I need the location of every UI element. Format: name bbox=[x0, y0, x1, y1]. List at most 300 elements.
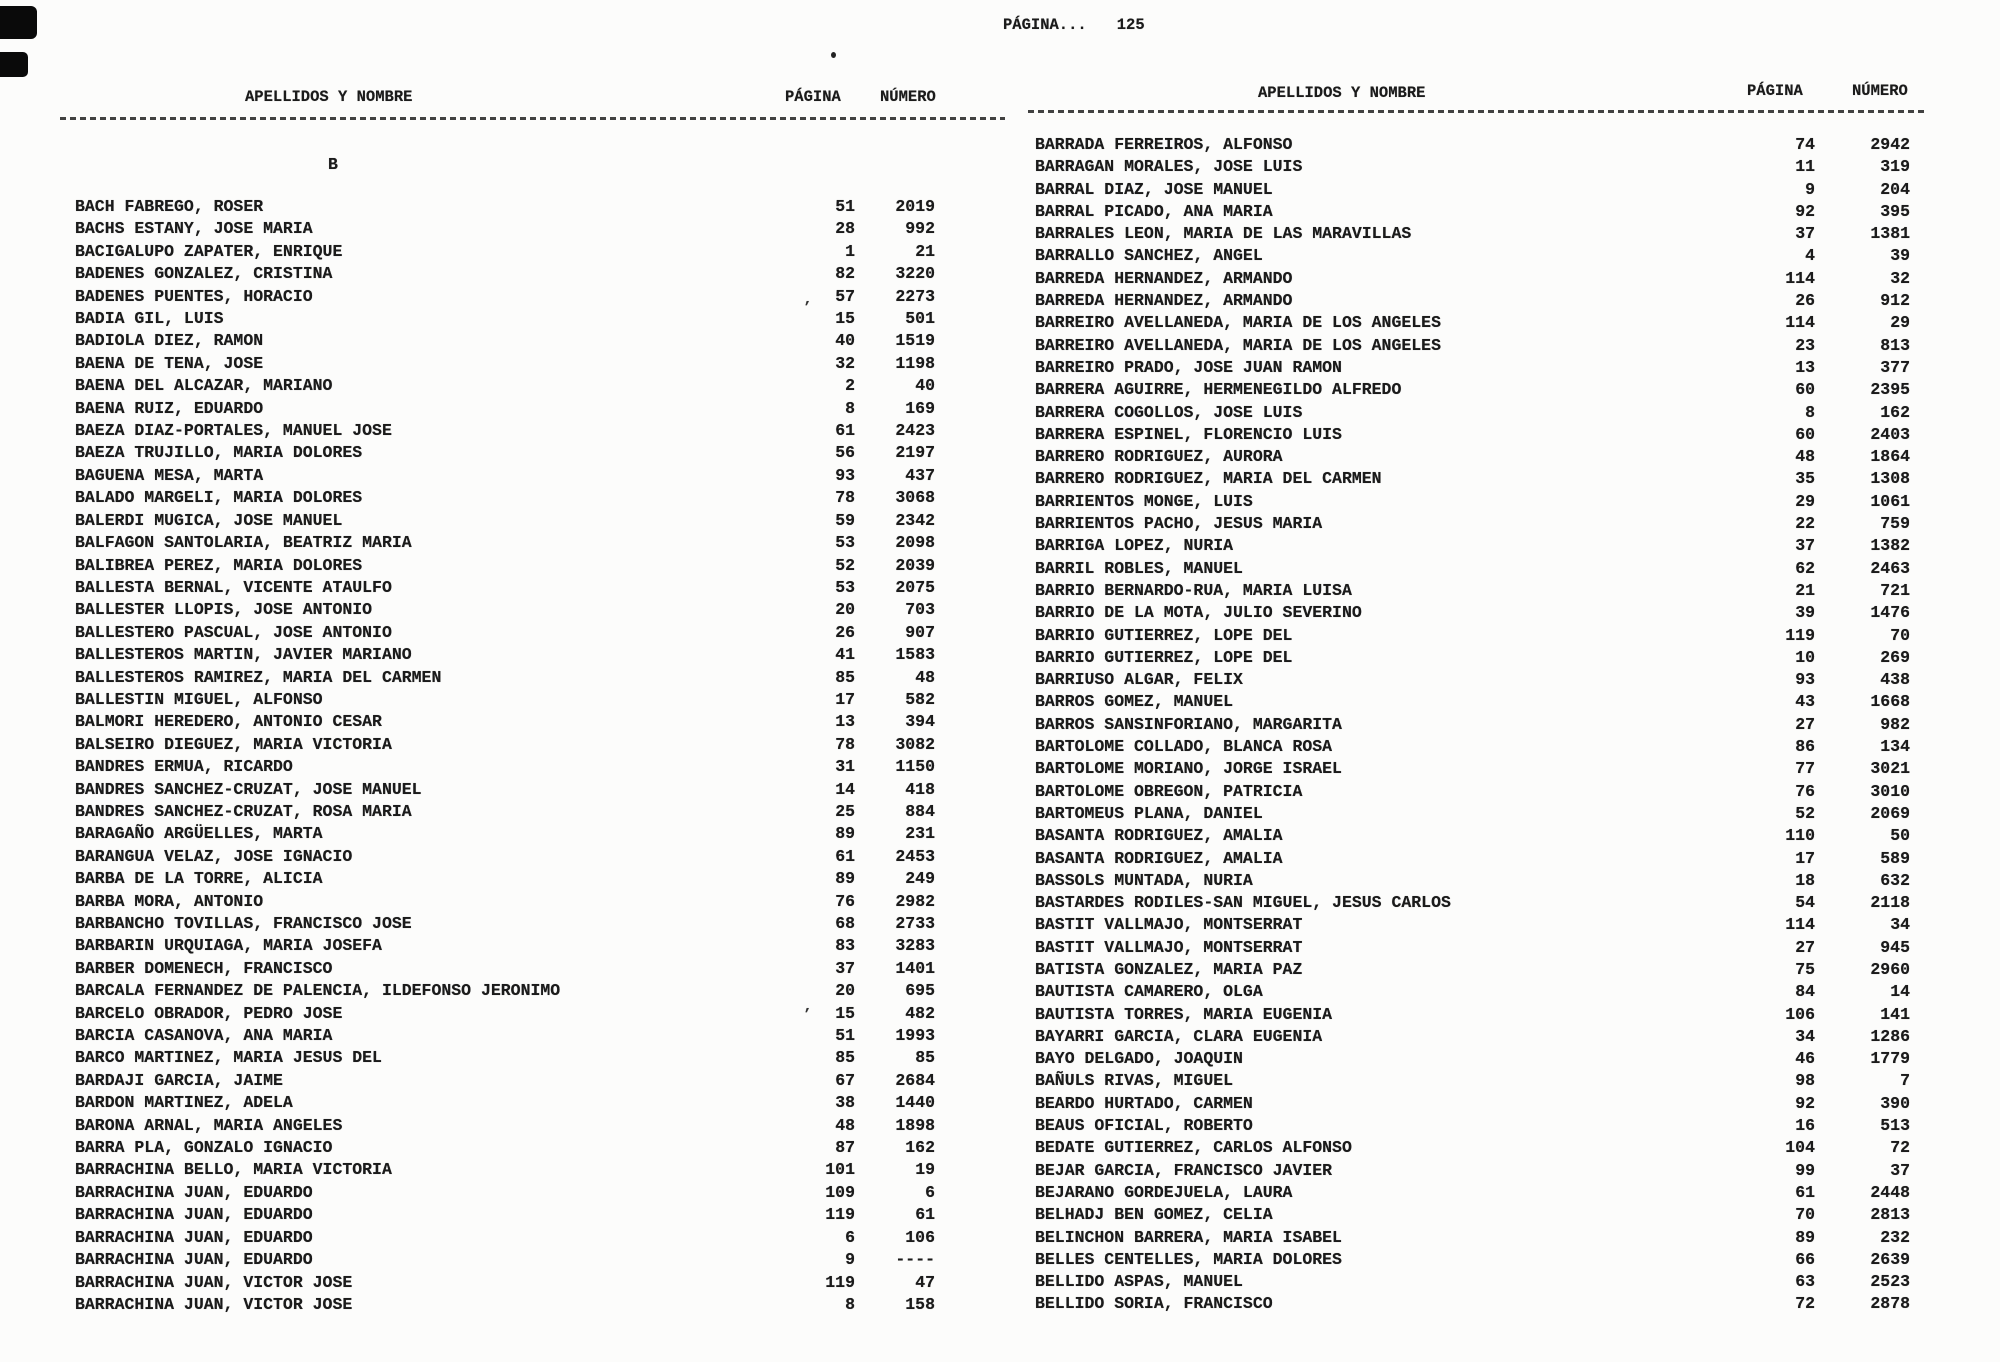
entry-name: BALLESTER LLOPIS, JOSE ANTONIO bbox=[75, 600, 373, 620]
entry-page: 39 bbox=[1795, 603, 1815, 623]
scan-artifact-tick: ’ bbox=[803, 1007, 812, 1023]
entry-name: BARRIL ROBLES, MANUEL bbox=[1035, 558, 1243, 578]
entry-page: 56 bbox=[835, 443, 855, 463]
index-row bbox=[1035, 268, 1910, 290]
entry-number: 2118 bbox=[1870, 893, 1910, 913]
index-row bbox=[1035, 1093, 1910, 1115]
entry-page: 78 bbox=[835, 734, 855, 754]
entry-number: 2813 bbox=[1870, 1205, 1910, 1225]
entry-page: 61 bbox=[835, 846, 855, 866]
entry-name: BARROS SANSINFORIANO, MARGARITA bbox=[1035, 714, 1342, 734]
entry-number: 1898 bbox=[895, 1115, 935, 1135]
entry-page: 66 bbox=[1795, 1249, 1815, 1269]
entry-name: BARRIO DE LA MOTA, JULIO SEVERINO bbox=[1035, 603, 1362, 623]
index-row bbox=[75, 196, 935, 218]
entry-name: BARRIENTOS MONGE, LUIS bbox=[1035, 491, 1253, 511]
entry-name: BARBANCHO TOVILLAS, FRANCISCO JOSE bbox=[75, 914, 412, 933]
index-row bbox=[75, 465, 935, 487]
entry-number: 39 bbox=[1890, 246, 1910, 266]
entry-name: BASTIT VALLMAJO, MONTSERRAT bbox=[1035, 937, 1303, 957]
entry-name: BELINCHON BARRERA, MARIA ISABEL bbox=[1035, 1227, 1342, 1247]
entry-number: 158 bbox=[905, 1294, 935, 1314]
entry-page: 11 bbox=[1795, 157, 1815, 177]
entry-page: 22 bbox=[1795, 514, 1815, 534]
scan-artifact-speck bbox=[831, 52, 836, 58]
entry-number: 2448 bbox=[1870, 1182, 1910, 1202]
entry-number: 377 bbox=[1880, 357, 1910, 377]
entry-name: BARRAGAN MORALES, JOSE LUIS bbox=[1035, 157, 1303, 177]
entry-name: BARRACHINA JUAN, VICTOR JOSE bbox=[75, 1272, 353, 1292]
entry-name: BAEZA TRUJILLO, MARIA DOLORES bbox=[75, 443, 363, 463]
index-row bbox=[75, 487, 935, 509]
entry-page: 106 bbox=[1785, 1004, 1815, 1024]
entry-page: 37 bbox=[1795, 224, 1815, 244]
entry-name: BARRIUSO ALGAR, FELIX bbox=[1035, 670, 1243, 690]
entry-page: 78 bbox=[835, 488, 855, 508]
entry-number: 2039 bbox=[895, 555, 935, 575]
index-row bbox=[75, 1092, 935, 1114]
index-row bbox=[75, 241, 935, 263]
scan-artifact-blob bbox=[0, 52, 28, 77]
entry-page: 92 bbox=[1795, 1093, 1815, 1113]
index-row bbox=[1035, 669, 1910, 691]
entry-page: 20 bbox=[835, 600, 855, 620]
entry-number: 319 bbox=[1880, 157, 1910, 177]
right-page-column-header: PÁGINA bbox=[1747, 82, 1803, 100]
entry-name: BALLESTERO PASCUAL, JOSE ANTONIO bbox=[75, 622, 392, 642]
entry-page: 13 bbox=[1795, 357, 1815, 377]
left-number-column-header: NÚMERO bbox=[880, 88, 936, 106]
entry-page: 9 bbox=[1805, 179, 1815, 199]
entry-number: 589 bbox=[1880, 848, 1910, 868]
entry-name: BARRIENTOS PACHO, JESUS MARIA bbox=[1035, 514, 1323, 534]
entry-name: BARRERA COGOLLOS, JOSE LUIS bbox=[1035, 402, 1303, 422]
entry-name: BAÑULS RIVAS, MIGUEL bbox=[1035, 1071, 1234, 1091]
entry-page: 40 bbox=[835, 331, 855, 351]
entry-name: BACIGALUPO ZAPATER, ENRIQUE bbox=[75, 241, 343, 261]
entry-name: BALLESTIN MIGUEL, ALFONSO bbox=[75, 689, 323, 709]
entry-number: 2197 bbox=[895, 443, 935, 463]
entry-number: 2639 bbox=[1870, 1249, 1910, 1269]
entry-page: 34 bbox=[1795, 1026, 1815, 1046]
entry-number: 2960 bbox=[1870, 959, 1910, 979]
index-row bbox=[75, 1204, 935, 1226]
entry-page: 38 bbox=[835, 1093, 855, 1113]
entry-number: 2273 bbox=[895, 286, 935, 306]
entry-page: 86 bbox=[1795, 737, 1815, 757]
entry-page: 61 bbox=[835, 421, 855, 441]
entry-number: 6 bbox=[925, 1182, 935, 1202]
entry-page: 75 bbox=[1795, 959, 1815, 979]
index-row bbox=[75, 510, 935, 532]
index-row bbox=[1035, 914, 1910, 936]
entry-page: 21 bbox=[1795, 580, 1815, 600]
entry-page: 46 bbox=[1795, 1049, 1815, 1069]
entry-page: 51 bbox=[835, 1026, 855, 1046]
scan-artifact-tick: ’ bbox=[803, 300, 812, 316]
index-row bbox=[75, 622, 935, 644]
entry-page: 61 bbox=[1795, 1182, 1815, 1202]
entry-number: 40 bbox=[915, 376, 935, 396]
entry-number: 1583 bbox=[895, 645, 935, 665]
entry-page: 92 bbox=[1795, 201, 1815, 221]
entry-number: 21 bbox=[915, 241, 935, 261]
entry-name: BARTOLOME COLLADO, BLANCA ROSA bbox=[1035, 737, 1333, 757]
entry-page: 52 bbox=[835, 555, 855, 575]
entry-name: BAYO DELGADO, JOAQUIN bbox=[1035, 1049, 1243, 1069]
entry-name: BEARDO HURTADO, CARMEN bbox=[1035, 1093, 1253, 1113]
entry-name: BARRACHINA JUAN, EDUARDO bbox=[75, 1250, 313, 1270]
entry-page: 2 bbox=[845, 376, 855, 396]
entry-number: 269 bbox=[1880, 647, 1910, 667]
page-number-value: 125 bbox=[1116, 16, 1145, 34]
index-row bbox=[1035, 424, 1910, 446]
index-row bbox=[75, 779, 935, 801]
entry-page: 89 bbox=[835, 824, 855, 844]
index-row bbox=[75, 823, 935, 845]
index-row bbox=[75, 1249, 935, 1271]
index-row bbox=[1035, 1182, 1910, 1204]
entry-name: BALLESTEROS RAMIREZ, MARIA DEL CARMEN bbox=[75, 667, 442, 687]
entry-page: 89 bbox=[1795, 1227, 1815, 1247]
entry-page: 54 bbox=[1795, 893, 1815, 913]
index-row bbox=[75, 1047, 935, 1069]
index-row bbox=[1035, 468, 1910, 490]
entry-page: 53 bbox=[835, 577, 855, 597]
entry-page: 114 bbox=[1785, 313, 1815, 333]
entry-name: BARANGUA VELAZ, JOSE IGNACIO bbox=[75, 846, 353, 866]
index-row bbox=[1035, 803, 1910, 825]
entry-number: 982 bbox=[1880, 714, 1910, 734]
entry-name: BALADO MARGELI, MARIA DOLORES bbox=[75, 488, 363, 508]
entry-page: 68 bbox=[835, 914, 855, 933]
entry-number: 232 bbox=[1880, 1227, 1910, 1247]
entry-page: 17 bbox=[1795, 848, 1815, 868]
scan-artifact-blob bbox=[0, 6, 37, 39]
entry-name: BARRACHINA JUAN, EDUARDO bbox=[75, 1205, 313, 1225]
entry-page: 14 bbox=[835, 779, 855, 799]
entry-number: 582 bbox=[905, 689, 935, 709]
entry-page: 63 bbox=[1795, 1272, 1815, 1292]
right-number-column-header: NÚMERO bbox=[1852, 82, 1908, 100]
entry-number: 1308 bbox=[1870, 469, 1910, 489]
index-row bbox=[75, 734, 935, 756]
entry-page: 119 bbox=[825, 1205, 855, 1225]
entry-name: BASTIT VALLMAJO, MONTSERRAT bbox=[1035, 915, 1303, 935]
index-row bbox=[1035, 1070, 1910, 1092]
index-row bbox=[75, 577, 935, 599]
entry-number: 14 bbox=[1890, 982, 1910, 1002]
left-index-column bbox=[75, 196, 935, 1316]
right-name-column-header: APELLIDOS Y NOMBRE bbox=[1258, 84, 1426, 102]
index-row bbox=[75, 644, 935, 666]
entry-page: 93 bbox=[1795, 670, 1815, 690]
entry-number: 106 bbox=[905, 1227, 935, 1247]
index-row bbox=[1035, 892, 1910, 914]
entry-number: 945 bbox=[1880, 937, 1910, 957]
entry-number: 1864 bbox=[1870, 447, 1910, 467]
index-row bbox=[1035, 312, 1910, 334]
entry-number: 395 bbox=[1880, 201, 1910, 221]
index-row bbox=[1035, 1293, 1910, 1315]
entry-number: 2098 bbox=[895, 533, 935, 553]
entry-name: BARRERA ESPINEL, FLORENCIO LUIS bbox=[1035, 424, 1342, 444]
entry-name: BARRERO RODRIGUEZ, AURORA bbox=[1035, 447, 1283, 467]
entry-name: BARTOMEUS PLANA, DANIEL bbox=[1035, 803, 1263, 823]
entry-page: 48 bbox=[1795, 447, 1815, 467]
entry-number: 437 bbox=[905, 465, 935, 485]
index-row bbox=[75, 935, 935, 957]
entry-page: 15 bbox=[835, 1003, 855, 1023]
entry-name: BARRIO BERNARDO-RUA, MARIA LUISA bbox=[1035, 580, 1352, 600]
entry-name: BAGUENA MESA, MARTA bbox=[75, 465, 264, 485]
index-row bbox=[1035, 580, 1910, 602]
entry-page: 114 bbox=[1785, 268, 1815, 288]
entry-number: 72 bbox=[1890, 1138, 1910, 1158]
entry-number: 2395 bbox=[1870, 380, 1910, 400]
index-row bbox=[1035, 179, 1910, 201]
entry-name: BARRACHINA BELLO, MARIA VICTORIA bbox=[75, 1160, 392, 1180]
entry-page: 27 bbox=[1795, 937, 1815, 957]
entry-number: 3082 bbox=[895, 734, 935, 754]
index-row bbox=[1035, 1227, 1910, 1249]
right-column-separator bbox=[1028, 110, 1925, 113]
entry-number: 3010 bbox=[1870, 781, 1910, 801]
entry-number: 1668 bbox=[1870, 692, 1910, 712]
entry-name: BASANTA RODRIGUEZ, AMALIA bbox=[1035, 826, 1283, 846]
entry-number: 48 bbox=[915, 667, 935, 687]
entry-name: BARRAL DIAZ, JOSE MANUEL bbox=[1035, 179, 1273, 199]
entry-name: BASANTA RODRIGUEZ, AMALIA bbox=[1035, 848, 1283, 868]
index-row bbox=[1035, 1137, 1910, 1159]
entry-number: 7 bbox=[1900, 1071, 1910, 1091]
index-row bbox=[75, 375, 935, 397]
entry-number: 2019 bbox=[895, 197, 935, 216]
index-row bbox=[1035, 402, 1910, 424]
index-row bbox=[1035, 535, 1910, 557]
entry-name: BARRIO GUTIERREZ, LOPE DEL bbox=[1035, 625, 1293, 645]
entry-page: 16 bbox=[1795, 1116, 1815, 1136]
entry-name: BADENES GONZALEZ, CRISTINA bbox=[75, 264, 333, 284]
entry-page: 119 bbox=[1785, 625, 1815, 645]
entry-number: 390 bbox=[1880, 1093, 1910, 1113]
index-row bbox=[75, 980, 935, 1002]
entry-number: 249 bbox=[905, 869, 935, 889]
entry-name: BEJAR GARCIA, FRANCISCO JAVIER bbox=[1035, 1160, 1333, 1180]
index-row bbox=[75, 330, 935, 352]
entry-number: 50 bbox=[1890, 826, 1910, 846]
entry-page: 53 bbox=[835, 533, 855, 553]
entry-page: 29 bbox=[1795, 491, 1815, 511]
entry-number: 3220 bbox=[895, 264, 935, 284]
entry-name: BARTOLOME OBREGON, PATRICIA bbox=[1035, 781, 1303, 801]
entry-number: 1440 bbox=[895, 1093, 935, 1113]
entry-number: 85 bbox=[915, 1048, 935, 1068]
entry-page: 82 bbox=[835, 264, 855, 284]
entry-number: 169 bbox=[905, 398, 935, 418]
index-row bbox=[75, 263, 935, 285]
entry-name: BATISTA GONZALEZ, MARIA PAZ bbox=[1035, 959, 1303, 979]
index-row bbox=[1035, 959, 1910, 981]
entry-page: 37 bbox=[835, 958, 855, 978]
entry-name: BELLIDO SORIA, FRANCISCO bbox=[1035, 1294, 1273, 1314]
entry-name: BARCIA CASANOVA, ANA MARIA bbox=[75, 1026, 333, 1046]
entry-page: 48 bbox=[835, 1115, 855, 1135]
entry-name: BARRACHINA JUAN, EDUARDO bbox=[75, 1182, 313, 1202]
entry-number: 1519 bbox=[895, 331, 935, 351]
entry-page: 6 bbox=[845, 1227, 855, 1247]
entry-number: 3021 bbox=[1870, 759, 1910, 779]
entry-number: 47 bbox=[915, 1272, 935, 1292]
entry-number: 884 bbox=[905, 801, 935, 821]
entry-name: BARDON MARTINEZ, ADELA bbox=[75, 1093, 293, 1113]
entry-name: BAENA RUIZ, EDUARDO bbox=[75, 398, 264, 418]
entry-number: 2075 bbox=[895, 577, 935, 597]
entry-number: 1198 bbox=[895, 353, 935, 373]
entry-name: BELLES CENTELLES, MARIA DOLORES bbox=[1035, 1249, 1342, 1269]
index-row bbox=[75, 555, 935, 577]
entry-name: BEJARANO GORDEJUELA, LAURA bbox=[1035, 1182, 1293, 1202]
page-number-label: PÁGINA... bbox=[1003, 16, 1087, 34]
entry-number: 37 bbox=[1890, 1160, 1910, 1180]
entry-page: 15 bbox=[835, 309, 855, 329]
index-row bbox=[1035, 513, 1910, 535]
index-row bbox=[1035, 1204, 1910, 1226]
entry-name: BARCELO OBRADOR, PEDRO JOSE bbox=[75, 1003, 343, 1023]
entry-page: 10 bbox=[1795, 647, 1815, 667]
index-row bbox=[75, 353, 935, 375]
index-row bbox=[1035, 758, 1910, 780]
entry-page: 37 bbox=[1795, 536, 1815, 556]
entry-name: BACHS ESTANY, JOSE MARIA bbox=[75, 219, 313, 239]
index-row bbox=[75, 756, 935, 778]
entry-page: 60 bbox=[1795, 424, 1815, 444]
entry-page: 119 bbox=[825, 1272, 855, 1292]
entry-name: BELHADJ BEN GOMEZ, CELIA bbox=[1035, 1205, 1273, 1225]
entry-page: 8 bbox=[845, 398, 855, 418]
entry-page: 41 bbox=[835, 645, 855, 665]
entry-name: BARRERA AGUIRRE, HERMENEGILDO ALFREDO bbox=[1035, 380, 1402, 400]
index-row bbox=[75, 1115, 935, 1137]
entry-number: 1476 bbox=[1870, 603, 1910, 623]
index-row bbox=[1035, 691, 1910, 713]
index-row bbox=[1035, 1004, 1910, 1026]
entry-number: 1381 bbox=[1870, 224, 1910, 244]
index-row bbox=[1035, 491, 1910, 513]
index-row bbox=[1035, 379, 1910, 401]
entry-name: BARONA ARNAL, MARIA ANGELES bbox=[75, 1115, 343, 1135]
entry-page: 26 bbox=[835, 622, 855, 642]
index-row bbox=[75, 1294, 935, 1316]
entry-page: 35 bbox=[1795, 469, 1815, 489]
entry-name: BARBARIN URQUIAGA, MARIA JOSEFA bbox=[75, 936, 382, 956]
entry-name: BARRAL PICADO, ANA MARIA bbox=[1035, 201, 1273, 221]
index-row bbox=[1035, 335, 1910, 357]
index-row bbox=[75, 1025, 935, 1047]
entry-name: BARCO MARTINEZ, MARIA JESUS DEL bbox=[75, 1048, 382, 1068]
entry-number: 2453 bbox=[895, 846, 935, 866]
index-row bbox=[1035, 1160, 1910, 1182]
entry-name: BACH FABREGO, ROSER bbox=[75, 197, 264, 216]
index-row bbox=[1035, 647, 1910, 669]
index-row bbox=[1035, 1249, 1910, 1271]
entry-page: 67 bbox=[835, 1070, 855, 1090]
index-row bbox=[75, 1182, 935, 1204]
index-row bbox=[75, 218, 935, 240]
entry-number: 141 bbox=[1880, 1004, 1910, 1024]
entry-name: BELLIDO ASPAS, MANUEL bbox=[1035, 1272, 1243, 1292]
entry-name: BARBER DOMENECH, FRANCISCO bbox=[75, 958, 333, 978]
entry-number: 2423 bbox=[895, 421, 935, 441]
entry-page: 99 bbox=[1795, 1160, 1815, 1180]
entry-number: 2463 bbox=[1870, 558, 1910, 578]
entry-name: BADENES PUENTES, HORACIO bbox=[75, 286, 313, 306]
entry-number: 29 bbox=[1890, 313, 1910, 333]
entry-page: 8 bbox=[845, 1294, 855, 1314]
entry-name: BALLESTA BERNAL, VICENTE ATAULFO bbox=[75, 577, 392, 597]
entry-number: 2523 bbox=[1870, 1272, 1910, 1292]
right-index-column bbox=[1035, 134, 1910, 1316]
entry-name: BARREIRO PRADO, JOSE JUAN RAMON bbox=[1035, 357, 1342, 377]
entry-page: 31 bbox=[835, 757, 855, 777]
index-row bbox=[1035, 1026, 1910, 1048]
index-row bbox=[75, 913, 935, 935]
entry-name: BAYARRI GARCIA, CLARA EUGENIA bbox=[1035, 1026, 1323, 1046]
index-row bbox=[75, 868, 935, 890]
index-row bbox=[1035, 290, 1910, 312]
entry-number: 2069 bbox=[1870, 803, 1910, 823]
entry-page: 26 bbox=[1795, 291, 1815, 311]
entry-number: 1993 bbox=[895, 1026, 935, 1046]
entry-number: 1779 bbox=[1870, 1049, 1910, 1069]
entry-number: 162 bbox=[905, 1138, 935, 1158]
entry-name: BEAUS OFICIAL, ROBERTO bbox=[1035, 1116, 1253, 1136]
entry-number: 134 bbox=[1880, 737, 1910, 757]
entry-number: ---- bbox=[895, 1250, 935, 1270]
entry-page: 23 bbox=[1795, 335, 1815, 355]
entry-number: 632 bbox=[1880, 870, 1910, 890]
entry-name: BARRACHINA JUAN, VICTOR JOSE bbox=[75, 1294, 353, 1314]
left-name-column-header: APELLIDOS Y NOMBRE bbox=[245, 88, 413, 106]
index-row bbox=[1035, 870, 1910, 892]
index-row bbox=[75, 1137, 935, 1159]
entry-name: BAUTISTA CAMARERO, OLGA bbox=[1035, 982, 1263, 1002]
entry-number: 695 bbox=[905, 981, 935, 1001]
entry-name: BASSOLS MUNTADA, NURIA bbox=[1035, 870, 1253, 890]
entry-name: BARRACHINA JUAN, EDUARDO bbox=[75, 1227, 313, 1247]
entry-page: 70 bbox=[1795, 1205, 1815, 1225]
index-row bbox=[75, 398, 935, 420]
entry-number: 394 bbox=[905, 712, 935, 732]
entry-page: 87 bbox=[835, 1138, 855, 1158]
index-row bbox=[75, 308, 935, 330]
left-page-column-header: PÁGINA bbox=[785, 88, 841, 106]
entry-page: 76 bbox=[1795, 781, 1815, 801]
index-row bbox=[1035, 357, 1910, 379]
index-row bbox=[75, 1159, 935, 1181]
entry-name: BALMORI HEREDERO, ANTONIO CESAR bbox=[75, 712, 382, 732]
index-row bbox=[1035, 223, 1910, 245]
entry-page: 4 bbox=[1805, 246, 1815, 266]
entry-page: 76 bbox=[835, 891, 855, 911]
entry-page: 59 bbox=[835, 510, 855, 530]
entry-name: BALSEIRO DIEGUEZ, MARIA VICTORIA bbox=[75, 734, 392, 754]
entry-page: 25 bbox=[835, 801, 855, 821]
index-row bbox=[1035, 134, 1910, 156]
index-row bbox=[1035, 714, 1910, 736]
index-row bbox=[1035, 602, 1910, 624]
entry-page: 8 bbox=[1805, 402, 1815, 422]
